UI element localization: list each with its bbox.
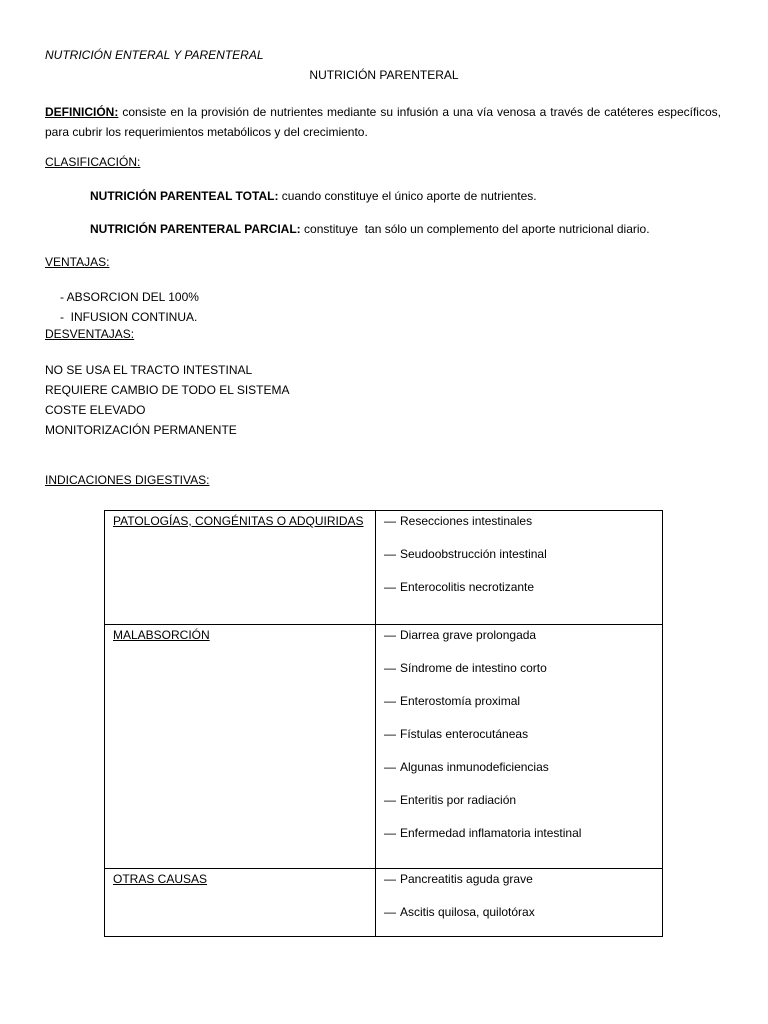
definition-paragraph xyxy=(45,102,721,142)
list-item xyxy=(384,514,662,547)
partial-parenteral-line xyxy=(90,222,650,236)
dash-icon: — xyxy=(384,793,396,807)
list-item xyxy=(384,661,662,694)
indicaciones-heading: INDICACIONES DIGESTIVAS: xyxy=(45,473,210,487)
item-text: Diarrea grave prolongada xyxy=(400,628,537,642)
ventajas-item: - ABSORCION DEL 100% xyxy=(60,290,199,304)
table-row xyxy=(105,869,663,937)
list-item xyxy=(384,826,662,840)
classification-heading: CLASIFICACIÓN: xyxy=(45,155,141,169)
ventajas-heading: VENTAJAS: xyxy=(45,255,110,269)
ventajas-list xyxy=(60,287,199,327)
dash-icon: — xyxy=(384,514,396,528)
item-text: Fístulas enterocutáneas xyxy=(400,727,529,741)
category-cell xyxy=(105,869,376,937)
desventajas-item: REQUIERE CAMBIO DE TODO EL SISTEMA xyxy=(45,383,290,397)
items-cell xyxy=(376,625,663,869)
total-parenteral-text: cuando constituye el único aporte de nutrientes. xyxy=(281,189,537,203)
dash-icon: — xyxy=(384,661,396,675)
items-cell xyxy=(376,869,663,937)
category-label: PATOLOGÍAS, CONGÉNITAS O ADQUIRIDAS xyxy=(113,514,364,528)
category-cell xyxy=(105,625,376,869)
dash-icon: — xyxy=(384,826,396,840)
dash-icon: — xyxy=(384,872,396,886)
total-parenteral-line xyxy=(90,189,537,203)
item-text: Enterostomía proximal xyxy=(400,694,521,708)
desventajas-item: MONITORIZACIÓN PERMANENTE xyxy=(45,423,237,437)
list-item xyxy=(384,872,662,905)
category-cell xyxy=(105,511,376,625)
dash-icon: — xyxy=(384,628,396,642)
item-text: Resecciones intestinales xyxy=(400,514,533,528)
desventajas-item: NO SE USA EL TRACTO INTESTINAL xyxy=(45,363,253,377)
partial-parenteral-text: constituye tan sólo un complemento del aporte nutricional diario. xyxy=(304,222,650,236)
table-row xyxy=(105,511,663,625)
indicaciones-table xyxy=(104,510,663,937)
category-label: MALABSORCIÓN xyxy=(113,628,210,642)
list-item xyxy=(384,727,662,760)
desventajas-heading: DESVENTAJAS: xyxy=(45,327,135,341)
item-text: Síndrome de intestino corto xyxy=(400,661,547,675)
ventajas-item: - INFUSION CONTINUA. xyxy=(60,310,198,324)
item-text: Seudoobstrucción intestinal xyxy=(400,547,547,561)
list-item xyxy=(384,694,662,727)
list-item xyxy=(384,547,662,580)
dash-icon: — xyxy=(384,905,396,919)
desventajas-item: COSTE ELEVADO xyxy=(45,403,146,417)
dash-icon: — xyxy=(384,694,396,708)
list-item xyxy=(384,793,662,826)
document-title: NUTRICIÓN PARENTERAL xyxy=(309,68,459,82)
list-item xyxy=(384,905,662,919)
items-cell xyxy=(376,511,663,625)
dash-icon: — xyxy=(384,580,396,594)
list-item xyxy=(384,580,662,594)
item-text: Algunas inmunodeficiencias xyxy=(400,760,549,774)
dash-icon: — xyxy=(384,727,396,741)
definition-text: consiste en la provisión de nutrientes mediante su infusión a una vía venosa a través de catéteres específicos, para cubrir los requerimientos metabólicos y del crecimiento. xyxy=(45,105,721,139)
item-text: Enterocolitis necrotizante xyxy=(400,580,535,594)
total-parenteral-label: NUTRICIÓN PARENTEAL TOTAL: xyxy=(90,189,279,203)
category-label: OTRAS CAUSAS xyxy=(113,872,208,886)
desventajas-list xyxy=(45,360,290,440)
item-text: Pancreatitis aguda grave xyxy=(400,872,533,886)
item-text: Enteritis por radiación xyxy=(400,793,517,807)
item-text: Enfermedad inflamatoria intestinal xyxy=(400,826,582,840)
dash-icon: — xyxy=(384,760,396,774)
item-text: Ascitis quilosa, quilotórax xyxy=(400,905,535,919)
partial-parenteral-label: NUTRICIÓN PARENTERAL PARCIAL: xyxy=(90,222,301,236)
definition-label: DEFINICIÓN: xyxy=(45,105,119,119)
table-row xyxy=(105,625,663,869)
list-item xyxy=(384,760,662,793)
dash-icon: — xyxy=(384,547,396,561)
list-item xyxy=(384,628,662,661)
document-header: NUTRICIÓN ENTERAL Y PARENTERAL xyxy=(45,48,264,62)
